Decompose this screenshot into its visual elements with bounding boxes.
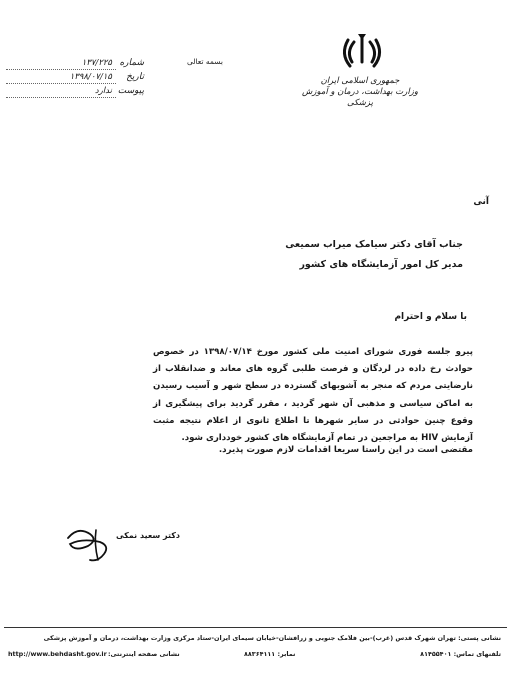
letter-closing: مقتضی است در این راستا سریعا اقدامات لازم صورت پذیرد. (218, 445, 473, 455)
letter-attachment-label: پیوست (117, 86, 144, 96)
handwritten-signature (60, 520, 120, 565)
ministry-line-2: وزارت بهداشت، درمان و آموزش پزشکی (302, 87, 418, 108)
recipient-block (143, 235, 463, 275)
letter-date-value: ۱۳۹۸/۰۷/۱۵ (69, 72, 112, 82)
salutation: با سلام و احترام (394, 312, 467, 322)
letter-attachment-row (6, 86, 146, 100)
letter-body: پیرو جلسه فوری شورای امنیت ملی کشور مورخ ۱۳۹۸/۰۷/۱۴ در خصوص حوادث رخ داده در لردگان و فرصت طلبی گروه های معاند و ضدانقلاب از نارضایتی مردم که منجر به آشوبهای گسترده در سطح شهر و آسیب رسیدن به اماکن سیاسی و مذهبی آن شهر گردید ، مقرر گردید برای پیشگیری از وقوع چنین حوادثی در سایر شهرها تا اطلاع ثانوی از اعلام نتیجه مثبت آزمایش HIV به مراجعین در تمام آزمایشگاه های کشور خودداری شود. (153, 347, 473, 444)
letter-date-row (6, 72, 146, 86)
letter-number-label: شماره (119, 58, 144, 68)
recipient-name: جناب آقای دکتر سیامک میراب سمیعی (285, 239, 463, 250)
signer-name: دکتر سعید نمکی (116, 531, 180, 540)
letter-number-row (6, 58, 146, 72)
letter-number-value: ۱۳۷/۲۲۵ (81, 58, 112, 68)
bismillah-heading: بسمه تعالی (186, 57, 224, 66)
letter-footer (4, 627, 507, 669)
ministry-line-1: جمهوری اسلامی ایران (320, 76, 400, 86)
letter-meta (6, 58, 146, 100)
footer-fax: نمابر: ۸۸۳۶۴۱۱۱ (244, 650, 296, 658)
footer-phone: تلفنهای تماس: ۸۱۴۵۵۴۰۱ (420, 650, 501, 658)
urgency-label: آنی (473, 197, 489, 207)
ministry-name (300, 76, 420, 109)
letter-attachment-value: ندارد (94, 86, 112, 96)
footer-website-link[interactable]: http://www.behdasht.gov.ir (8, 650, 107, 658)
footer-website-label: نشانی صفحه اینترنتی: (108, 650, 180, 658)
footer-address: نشانی پستی: تهران شهرک قدس (غرب)-بین فلامک جنوبی و زرافشان-خیابان سیمای ایران-ستاد مرکزی وزارت بهداشت، درمان و آموزش پزشکی (43, 634, 501, 642)
recipient-title: مدیر کل امور آزمایشگاه های کشور (299, 259, 463, 270)
iran-emblem-icon (336, 28, 388, 80)
letter-date-label: تاریخ (126, 72, 144, 82)
